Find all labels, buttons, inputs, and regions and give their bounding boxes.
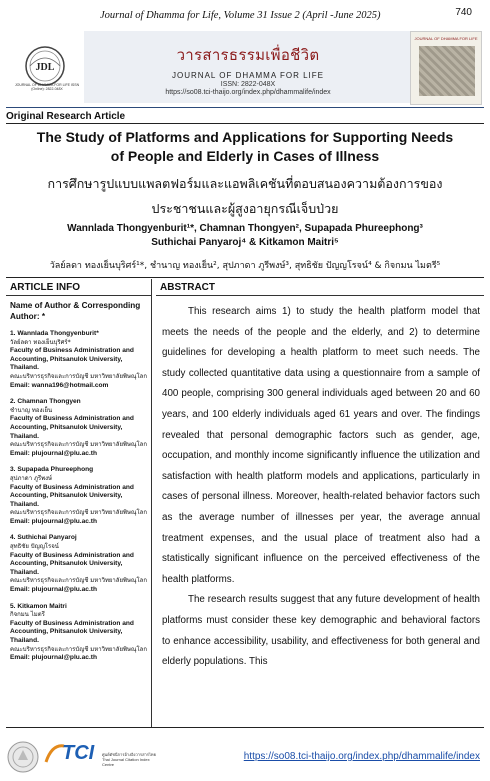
authors-en-line-2: Suthichai Panyaroj⁴ & Kitkamon Maitri⁵	[151, 237, 339, 248]
authors-thai: วัลย์ลดา ทองเย็นบุริศร์¹*, ชำนาญ ทองเย็น², สุปภาดา ภูรีพงษ์³, สุทธิชัย ปัญญโรจน์⁴ & กิจกมน ไมตรี⁵	[49, 261, 441, 271]
author-name: 4. Suthichai Panyaroj	[10, 534, 77, 542]
author-name: 3. Supapada Phureephong	[10, 466, 94, 474]
tci-caption: ศูนย์ดัชนีการอ้างอิงวารสารไทย Thai Journal Citation Index Centre	[102, 752, 156, 767]
divider	[6, 277, 484, 278]
banner-masthead	[84, 31, 412, 103]
author-affiliation: Faculty of Business Administration and Accounting, Phitsanulok University, Thailand.	[10, 483, 134, 508]
author-affiliation: Faculty of Business Administration and Accounting, Phitsanulok University, Thailand.	[10, 415, 134, 440]
article-info-heading: ARTICLE INFO	[10, 282, 80, 293]
author-name-thai: ชำนาญ ทองเย็น	[10, 406, 53, 414]
svg-text:JDL: JDL	[35, 62, 55, 73]
title-th-line-1: การศึกษารูปแบบแพลตฟอร์มและแอพลิเคชันที่ตอบสนองความต้องการของ	[47, 176, 443, 191]
article-title-thai	[10, 171, 480, 221]
author-name-thai: กิจกมน ไมตรี	[10, 611, 45, 619]
cover-title: JOURNAL OF DHAMMA FOR LIFE	[414, 36, 478, 41]
author-affiliation-thai: คณะบริหารธุรกิจและการบัญชี มหาวิทยาลัยพิษณุโลก	[10, 509, 147, 517]
page-number: 740	[455, 7, 472, 18]
author-email[interactable]: Email: plujournal@plu.ac.th	[10, 517, 98, 525]
author-name: 1. Wannlada Thongyenburit*	[10, 330, 99, 337]
author-info-block	[6, 526, 151, 594]
corresponding-author-label: Name of Author & Corresponding Author: *	[10, 301, 141, 321]
author-list	[6, 322, 151, 663]
author-email[interactable]: Email: plujournal@plu.ac.th	[10, 654, 98, 662]
author-email[interactable]: Email: wanna196@hotmail.com	[10, 381, 109, 389]
author-name-thai: สุปภาดา ภูรีพงษ์	[10, 474, 52, 482]
author-affiliation-thai: คณะบริหารธุรกิจและการบัญชี มหาวิทยาลัยพิษณุโลก	[10, 441, 147, 449]
journal-thai-title: วารสารธรรมเพื่อชีวิต	[176, 46, 320, 64]
university-seal-icon	[6, 740, 40, 774]
abstract-paragraph-2: The research results suggest that any future development of health platforms must consider these key demographic and behavioral factors to enhance accessibility, usability, and effectiveness for both general and elderly populations. This	[162, 594, 480, 668]
abstract-column	[156, 279, 484, 727]
author-info-block	[6, 595, 151, 663]
author-affiliation: Faculty of Business Administration and Accounting, Phitsanulok University, Thailand.	[10, 619, 134, 644]
divider	[6, 123, 484, 124]
journal-cover-thumbnail	[410, 31, 482, 105]
article-info-column	[6, 279, 152, 727]
journal-banner	[6, 28, 484, 108]
author-name: 5. Kitkamon Maitri	[10, 602, 67, 610]
jdl-caption: JOURNAL OF DHAMMA FOR LIFE ISSN (Online): 2822-048X	[14, 83, 80, 91]
author-affiliation-thai: คณะบริหารธุรกิจและการบัญชี มหาวิทยาลัยพิษณุโลก	[10, 372, 147, 380]
author-affiliation: Faculty of Business Administration and Accounting, Phitsanulok University, Thailand.	[10, 347, 134, 372]
title-th-line-2: ประชาชนและผู้สูงอายุกรณีเจ็บป่วย	[151, 201, 339, 216]
author-info-block	[6, 458, 151, 526]
author-affiliation-thai: คณะบริหารธุรกิจและการบัญชี มหาวิทยาลัยพิษณุโลก	[10, 645, 147, 653]
author-info-block	[6, 390, 151, 458]
jdl-logo-icon	[16, 44, 74, 102]
article-title-english	[10, 128, 480, 166]
author-name-thai: วัลย์ลดา ทองเย็นบุริศร์*	[10, 338, 71, 346]
abstract-heading: ABSTRACT	[160, 282, 215, 293]
author-info-block	[6, 322, 151, 390]
article-type: Original Research Article	[6, 111, 126, 122]
author-name: 2. Chamnan Thongyen	[10, 398, 81, 406]
tci-logo	[44, 740, 162, 770]
author-name-thai: สุทธิชัย ปัญญโรจน์	[10, 543, 59, 551]
journal-english-title: JOURNAL OF DHAMMA FOR LIFE	[172, 71, 324, 80]
title-en-line-2: of People and Elderly in Cases of Illness	[110, 148, 380, 164]
journal-running-title: Journal of Dhamma for Life, Volume 31 Issue 2 (April -June 2025)	[100, 10, 381, 21]
abstract-body	[156, 296, 484, 673]
authors-english	[10, 222, 480, 250]
authors-en-line-1: Wannlada Thongyenburit¹*, Chamnan Thongyen², Supapada Phureephong³	[67, 223, 423, 234]
footer-journal-link[interactable]: https://so08.tci-thaijo.org/index.php/dhammalife/index	[243, 751, 480, 762]
author-email[interactable]: Email: plujournal@plu.ac.th	[10, 586, 98, 594]
running-head	[0, 7, 490, 26]
author-affiliation-thai: คณะบริหารธุรกิจและการบัญชี มหาวิทยาลัยพิษณุโลก	[10, 577, 147, 585]
author-email[interactable]: Email: plujournal@plu.ac.th	[10, 449, 98, 457]
title-en-line-1: The Study of Platforms and Applications for Supporting Needs	[36, 129, 454, 145]
journal-issn: ISSN: 2822-048X	[220, 81, 276, 88]
tci-wordmark: TCI	[62, 742, 95, 764]
cover-image	[419, 46, 475, 96]
author-affiliation: Faculty of Business Administration and Accounting, Phitsanulok University, Thailand.	[10, 551, 134, 576]
journal-url[interactable]: https://so08.tci-thaijo.org/index.php/dhammalife/index	[165, 89, 331, 96]
abstract-paragraph-1: This research aims 1) to study the health platform model that meets the needs of the people and the elderly, and 2) to determine guidelines for developing a health platform to meet such needs. The study collected quantitative data using a questionnaire from a sample of 400 people, comprising 300 general individuals aged between 20 and 60 years, and 100 elderly individuals aged 61 years and over. The findings revealed that personal demographic factors such as gender, age, occupation, and monthly income significantly influence the utilization and satisfaction with health platform models and applications, particularly in cases of personal illness. Moreover, health-related behavior factors such as the average number of illnesses per year, the average annual treatment expenses, and the usual place of treatment also had a statistically significant influence on the perceived effectiveness of the health platforms.	[162, 306, 480, 585]
divider	[6, 727, 484, 728]
